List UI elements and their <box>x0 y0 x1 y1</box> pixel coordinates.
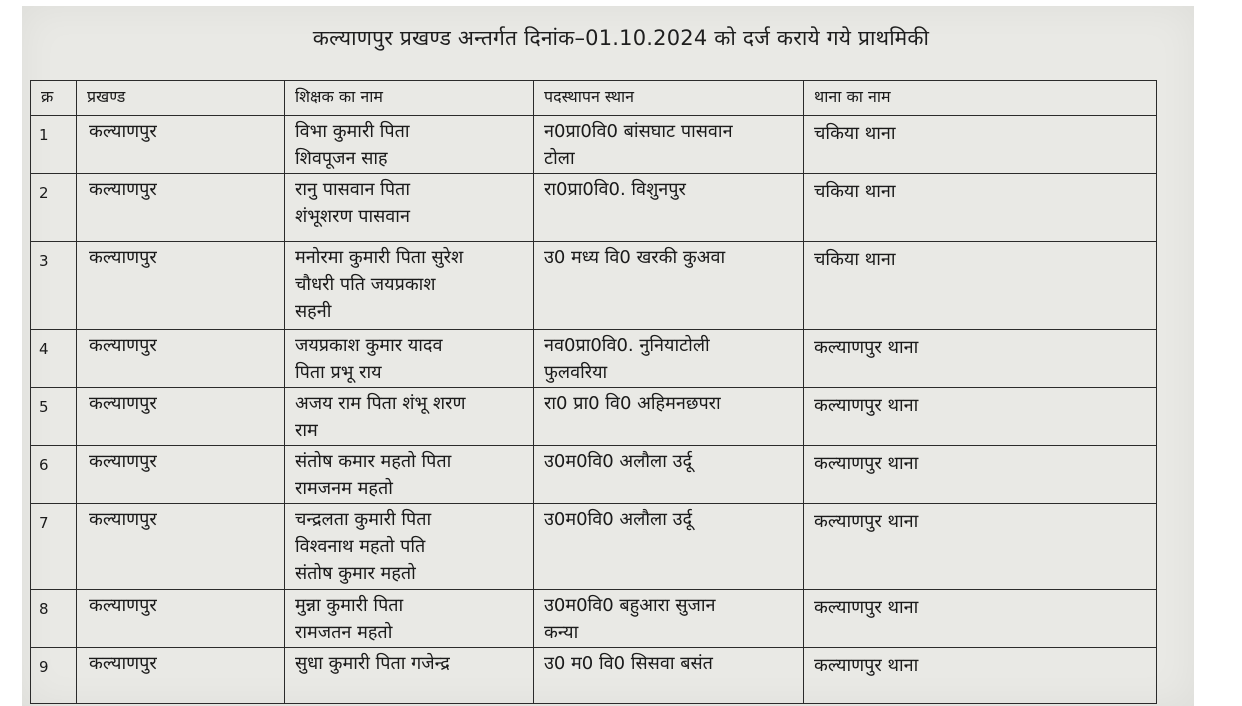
posting-place-line: नव0प्रा0वि0. नुनियाटोली <box>544 335 710 356</box>
serial-number-cell: 5 <box>31 388 77 446</box>
police-station-cell: चकिया थाना <box>804 174 1157 242</box>
table-row <box>31 590 1157 648</box>
serial-number-cell: 1 <box>31 116 77 174</box>
teacher-name-line: विश्वनाथ महतो पति <box>295 536 426 557</box>
police-station-cell: कल्याणपुर थाना <box>804 446 1157 504</box>
serial-number-cell: 9 <box>31 648 77 704</box>
posting-place-line: रा0 प्रा0 वि0 अहिमनछपरा <box>544 393 721 414</box>
table-row <box>31 330 1157 388</box>
posting-place-line: उ0म0वि0 अलौला उर्दू <box>544 509 693 530</box>
teacher-name-line: रानु पासवान पिता <box>295 179 410 200</box>
teacher-name-line: सहनी <box>295 301 332 322</box>
table-row <box>31 116 1157 174</box>
block-cell: कल्याणपुर <box>77 388 285 446</box>
fir-table <box>30 80 1157 704</box>
teacher-name-cell <box>285 116 534 174</box>
teacher-name-line: शंभूशरण पासवान <box>295 206 410 227</box>
posting-place-line: फुलवरिया <box>544 362 608 383</box>
teacher-name-line: मनोरमा कुमारी पिता सुरेश <box>295 247 464 268</box>
teacher-name-line: चन्द्रलता कुमारी पिता <box>295 509 432 530</box>
block-cell: कल्याणपुर <box>77 504 285 590</box>
block-cell: कल्याणपुर <box>77 330 285 388</box>
teacher-name-line: संतोष कमार महतो पिता <box>295 451 452 472</box>
posting-place-line: कन्या <box>544 622 579 643</box>
teacher-name-cell <box>285 590 534 648</box>
teacher-name-line: पिता प्रभू राय <box>295 362 382 383</box>
table-row <box>31 648 1157 704</box>
posting-place-cell <box>534 590 804 648</box>
teacher-name-line: जयप्रकाश कुमार यादव <box>295 335 443 356</box>
column-header-police-station: थाना का नाम <box>804 81 1157 116</box>
column-header-block: प्रखण्ड <box>77 81 285 116</box>
teacher-name-cell <box>285 174 534 242</box>
posting-place-cell <box>534 648 804 704</box>
teacher-name-cell <box>285 446 534 504</box>
posting-place-cell <box>534 388 804 446</box>
posting-place-line: उ0 म0 वि0 सिसवा बसंत <box>544 653 713 674</box>
teacher-name-cell <box>285 242 534 330</box>
teacher-name-cell <box>285 330 534 388</box>
posting-place-line: उ0म0वि0 बहुआरा सुजान <box>544 595 716 616</box>
serial-number-cell: 3 <box>31 242 77 330</box>
posting-place-line: टोला <box>544 148 575 169</box>
teacher-name-line: मुन्ना कुमारी पिता <box>295 595 404 616</box>
police-station-cell: कल्याणपुर थाना <box>804 388 1157 446</box>
block-cell: कल्याणपुर <box>77 116 285 174</box>
block-cell: कल्याणपुर <box>77 174 285 242</box>
document-title: कल्याणपुर प्रखण्ड अन्तर्गत दिनांक–01.10.2024 को दर्ज कराये गये प्राथमिकी <box>312 26 930 50</box>
serial-number-cell: 8 <box>31 590 77 648</box>
table-row <box>31 242 1157 330</box>
police-station-cell: चकिया थाना <box>804 242 1157 330</box>
serial-number-cell: 4 <box>31 330 77 388</box>
police-station-cell: कल्याणपुर थाना <box>804 504 1157 590</box>
table-row <box>31 388 1157 446</box>
teacher-name-line: रामजनम महतो <box>295 478 393 499</box>
serial-number-cell: 2 <box>31 174 77 242</box>
block-cell: कल्याणपुर <box>77 446 285 504</box>
column-header-serial: क्र <box>31 81 77 116</box>
police-station-cell: कल्याणपुर थाना <box>804 590 1157 648</box>
serial-number-cell: 6 <box>31 446 77 504</box>
table-row <box>31 174 1157 242</box>
posting-place-line: उ0 मध्य वि0 खरकी कुअवा <box>544 247 726 268</box>
teacher-name-cell <box>285 504 534 590</box>
block-cell: कल्याणपुर <box>77 242 285 330</box>
teacher-name-line: अजय राम पिता शंभू शरण <box>295 393 466 414</box>
teacher-name-line: विभा कुमारी पिता <box>295 121 410 142</box>
posting-place-cell <box>534 116 804 174</box>
posting-place-cell <box>534 174 804 242</box>
posting-place-cell <box>534 242 804 330</box>
posting-place-cell <box>534 330 804 388</box>
table-header-row <box>31 81 1157 116</box>
posting-place-cell <box>534 504 804 590</box>
posting-place-cell <box>534 446 804 504</box>
teacher-name-cell <box>285 648 534 704</box>
block-cell: कल्याणपुर <box>77 648 285 704</box>
table-row <box>31 446 1157 504</box>
police-station-cell: चकिया थाना <box>804 116 1157 174</box>
table-body <box>31 116 1157 704</box>
serial-number-cell: 7 <box>31 504 77 590</box>
teacher-name-line: संतोष कुमार महतो <box>295 563 416 584</box>
posting-place-line: न0प्रा0वि0 बांसघाट पासवान <box>544 121 733 142</box>
column-header-teacher-name: शिक्षक का नाम <box>285 81 534 116</box>
teacher-name-line: रामजतन महतो <box>295 622 393 643</box>
teacher-name-line: सुधा कुमारी पिता गजेन्द्र <box>295 653 450 674</box>
table-row <box>31 504 1157 590</box>
police-station-cell: कल्याणपुर थाना <box>804 648 1157 704</box>
police-station-cell: कल्याणपुर थाना <box>804 330 1157 388</box>
posting-place-line: रा0प्रा0वि0. विशुनपुर <box>544 179 686 200</box>
posting-place-line: उ0म0वि0 अलौला उर्दू <box>544 451 693 472</box>
teacher-name-line: शिवपूजन साह <box>295 148 388 169</box>
teacher-name-line: राम <box>295 420 318 441</box>
teacher-name-cell <box>285 388 534 446</box>
block-cell: कल्याणपुर <box>77 590 285 648</box>
teacher-name-line: चौधरी पति जयप्रकाश <box>295 274 436 295</box>
column-header-posting-place: पदस्थापन स्थान <box>534 81 804 116</box>
